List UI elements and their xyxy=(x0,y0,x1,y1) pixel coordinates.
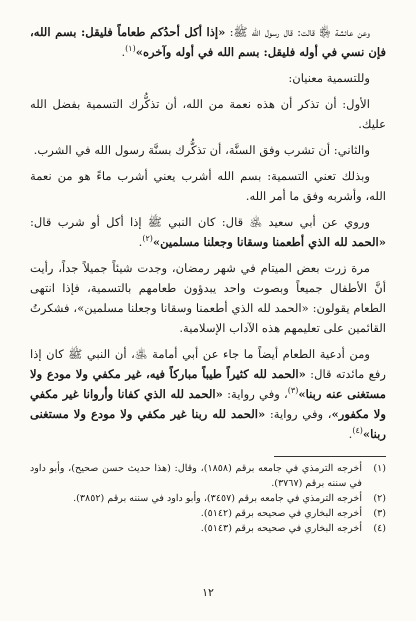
footnote-number: (٣) xyxy=(373,508,386,519)
footnote-ref: (٣) xyxy=(287,386,299,396)
text: . xyxy=(138,235,143,249)
text: ومن أدعية الطعام أيضاً ما جاء عن أبي أمامة ﵁، أن النبي ﷺ كان إذا رفع مائدته قال: xyxy=(30,347,386,381)
hadith-quote: «الحمد لله ربنا غير مكفي ولا مودع ولا مستغنى ربنا» xyxy=(30,407,386,441)
footnote-ref: (١) xyxy=(125,44,136,54)
footnote-text: أخرجه الترمذي في جامعه برقم (٣٤٥٧)، وأبو داود في سننه برقم (٣٨٥٢). xyxy=(73,493,362,504)
paragraph-abu-umama-hadith xyxy=(30,344,386,444)
paragraph-abu-said-hadith xyxy=(30,212,386,252)
hadith-quote: «إذا أكل أحدُكم طعاماً فليقل: بسم الله، فإن نسي في أوله فليقل: بسم الله في أوله وآخره» xyxy=(30,25,386,59)
footnote-text: أخرجه الترمذي في جامعه برقم (١٨٥٨)، وقال: (هذا حديث حسن صحيح)، وأبو داود في سننه برقم (٣٧٦٧). xyxy=(30,463,363,489)
paragraph-orphans-visit: مرة زرت بعض الميتام في شهر رمضان، وجدت شيئاً جميلاً جداً، رأيت أنَّ الأطفال جميعاً وبصوت واحد يبدؤون طعامهم بالتسمية، فإذا انتهى الطعام يقولون: «الحمد لله الذي أطعمنا وسقانا وجعلنا مسلمين»، فشكرتُ القائمين على تعليمهم هذه الآداب الإسلامية. xyxy=(30,261,386,335)
footnote-text: أخرجه البخاري في صحيحه برقم (٥١٤٢). xyxy=(200,508,362,519)
paragraph-aisha-hadith xyxy=(30,22,386,62)
text: ، وفي رواية: xyxy=(222,387,288,401)
book-page xyxy=(30,22,386,536)
hadith-quote: «الحمد لله الذي أطعمنا وسقانا وجعلنا مسلمين» xyxy=(152,235,386,249)
footnotes xyxy=(30,461,386,536)
footnote-number: (٤) xyxy=(373,523,386,534)
footnote-item xyxy=(30,461,386,491)
paragraph-first-meaning: الأول: أن تذكر أن هذه نعمة من الله، أن تذكُّرك التسمية بفضل الله عليك. xyxy=(30,97,386,131)
text: وعن عائشة ﵂ قالت: قال رسول الله ﷺ: xyxy=(225,25,370,39)
footnote-item xyxy=(30,521,386,536)
footnote-ref: (٤) xyxy=(352,426,363,436)
footnote-divider xyxy=(274,456,386,457)
main-text xyxy=(30,22,386,444)
paragraph-tasmiya: وبذلك تعني التسمية: بسم الله أشرب يعني أشرب ماءً هو من نعمة الله، وأشربه وفق ما أمر الله. xyxy=(30,169,386,203)
footnote-number: (٢) xyxy=(373,493,386,504)
paragraph-meanings: وللتسمية معنيان: xyxy=(288,71,370,85)
hadith-quote: «الحمد لله كثيراً طيباً مباركاً فيه، غير مكفي ولا مودع ولا مستغنى عنه ربنا» xyxy=(30,367,386,401)
footnote-ref: (٢) xyxy=(142,234,153,244)
footnote-number: (١) xyxy=(373,463,386,474)
text: . xyxy=(348,427,353,441)
page-number: ١٢ xyxy=(202,586,214,599)
text: ، وفي رواية: xyxy=(265,407,332,421)
hadith-quote: «الحمد لله الذي كفانا وأروانا غير مكفي ولا مكفور» xyxy=(30,387,386,421)
text: . xyxy=(121,45,126,59)
footnote-item xyxy=(30,506,386,521)
footnote-text: أخرجه البخاري في صحيحه برقم (٥١٤٣). xyxy=(200,523,362,534)
footnote-item xyxy=(30,491,386,506)
text: وروي عن أبي سعيد ﵁ قال: كان النبي ﷺ إذا أكل أو شرب قال: xyxy=(30,215,370,229)
paragraph-second-meaning: والثاني: أن تشرب وفق السنَّة، أن تذكُّرك بسنَّة رسول الله في الشرب. xyxy=(33,143,370,157)
